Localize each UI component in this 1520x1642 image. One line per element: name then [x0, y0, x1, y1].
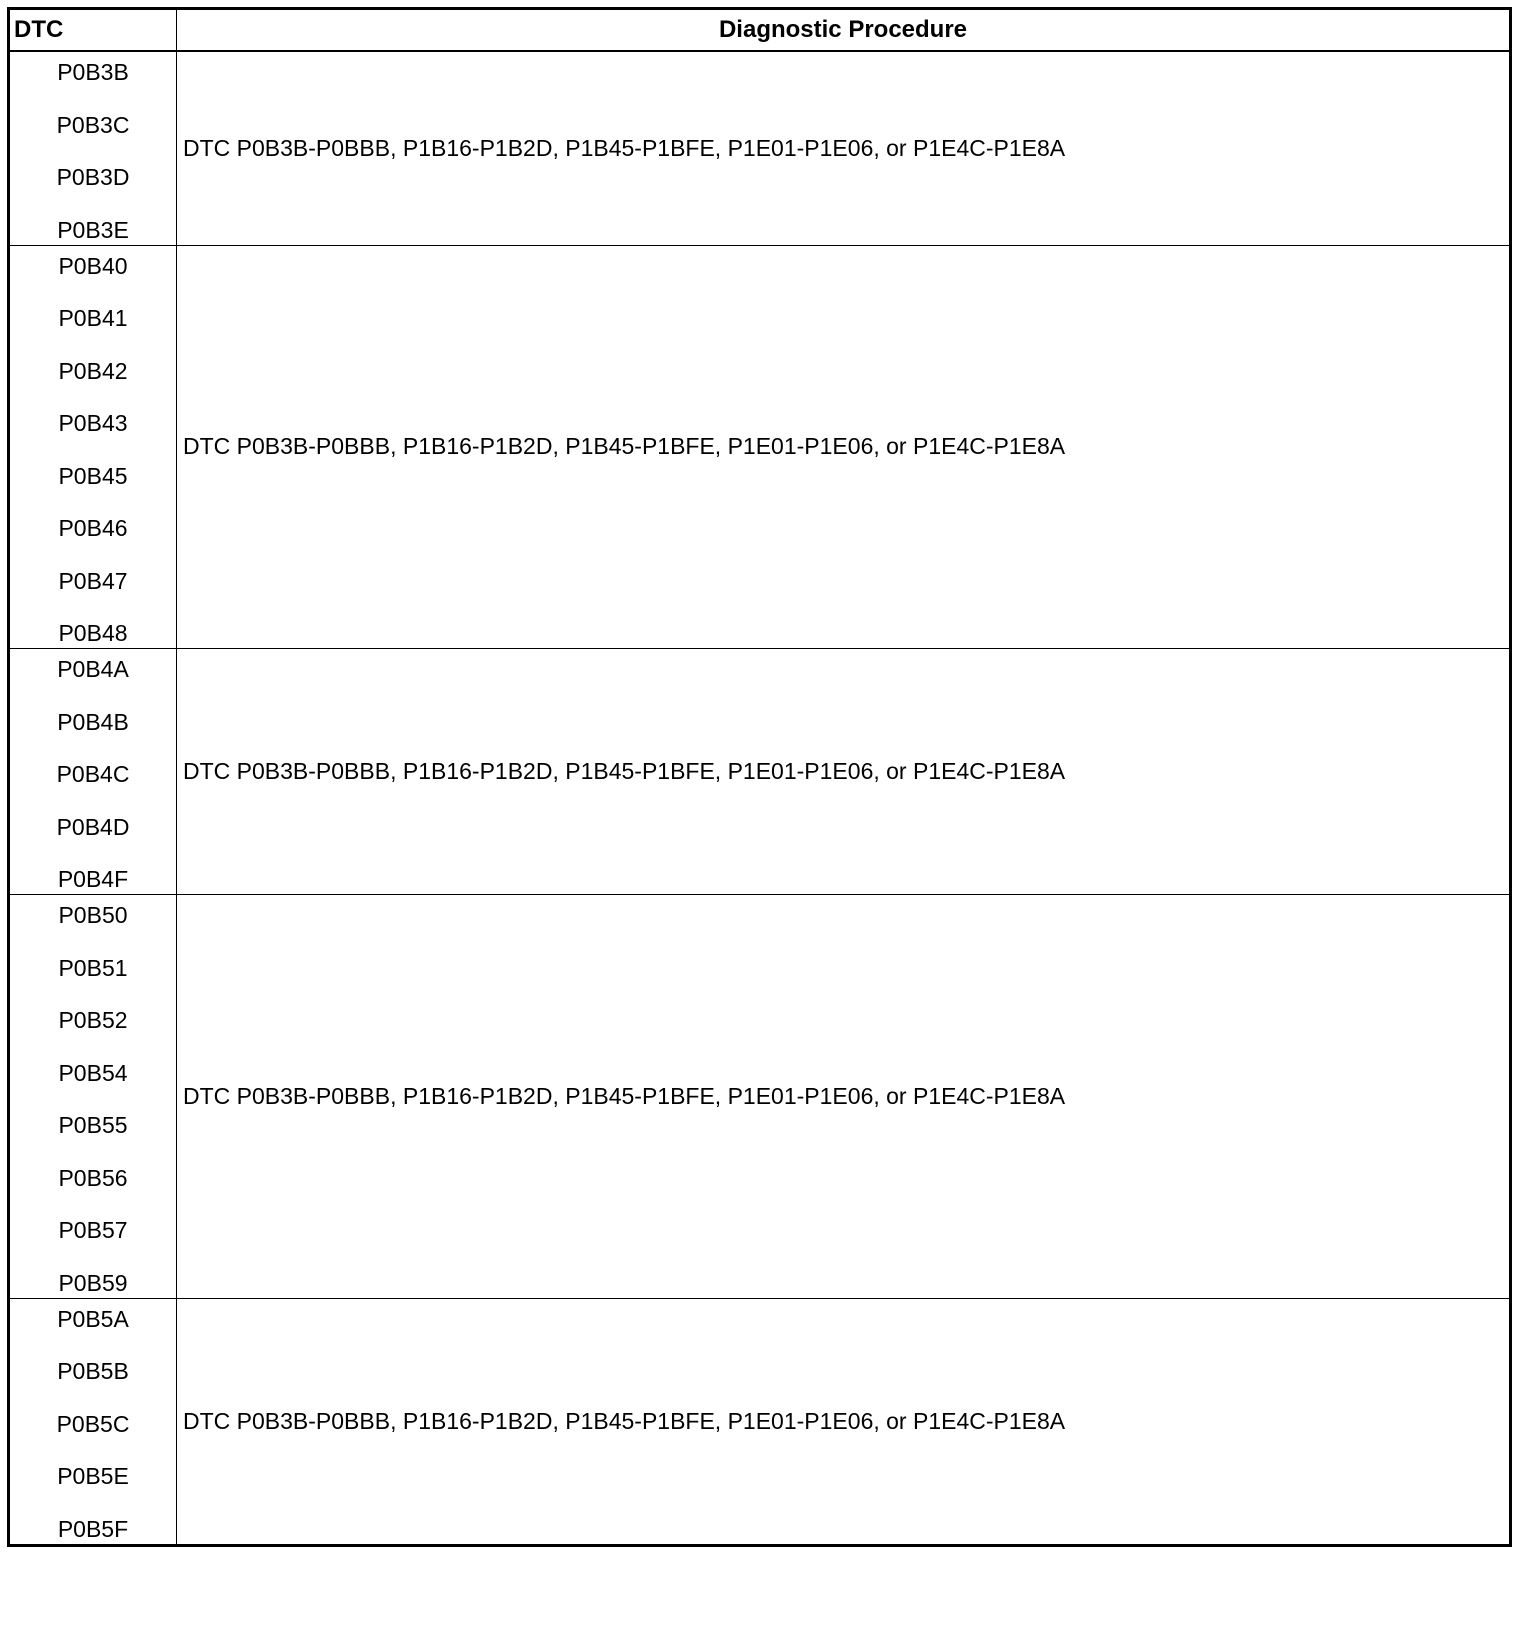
- dtc-code: P0B3B: [57, 59, 129, 85]
- dtc-code: P0B54: [58, 1059, 128, 1086]
- dtc-code-list: [10, 895, 176, 1298]
- dtc-code: P0B52: [58, 1007, 128, 1033]
- dtc-code: P0B45: [58, 462, 128, 489]
- dtc-codes-cell: [9, 51, 177, 245]
- table-body: [9, 51, 1511, 1545]
- diagnostic-procedure-cell: DTC P0B3B-P0BBB, P1B16-P1B2D, P1B45-P1BFE, P1E01-P1E06, or P1E4C-P1E8A: [177, 895, 1511, 1299]
- dtc-code: P0B51: [58, 954, 128, 981]
- dtc-code: P0B3E: [57, 216, 129, 243]
- dtc-code: P0B4D: [56, 813, 130, 840]
- header-row: [9, 9, 1511, 52]
- table-row: [9, 1298, 1511, 1545]
- dtc-code-list: [10, 649, 176, 894]
- table-row: [9, 245, 1511, 649]
- dtc-code: P0B59: [58, 1269, 128, 1296]
- dtc-code: P0B5E: [57, 1463, 129, 1489]
- dtc-code-list: [10, 246, 176, 649]
- dtc-code: P0B4F: [57, 866, 129, 892]
- dtc-code: P0B40: [58, 252, 128, 279]
- dtc-code: P0B55: [58, 1112, 128, 1138]
- dtc-code: P0B46: [58, 515, 128, 541]
- dtc-code: P0B5B: [57, 1358, 129, 1384]
- dtc-table: [7, 7, 1512, 1547]
- procedure-column-header: Diagnostic Procedure: [177, 9, 1511, 52]
- dtc-code: P0B4A: [57, 656, 129, 682]
- diagnostic-procedure-cell: DTC P0B3B-P0BBB, P1B16-P1B2D, P1B45-P1BFE, P1E01-P1E06, or P1E4C-P1E8A: [177, 245, 1511, 649]
- dtc-codes-cell: [9, 895, 177, 1299]
- diagnostic-procedure-cell: DTC P0B3B-P0BBB, P1B16-P1B2D, P1B45-P1BFE, P1E01-P1E06, or P1E4C-P1E8A: [177, 649, 1511, 895]
- dtc-code: P0B3C: [56, 111, 130, 138]
- dtc-code: P0B48: [58, 620, 128, 646]
- dtc-code: P0B42: [58, 357, 128, 384]
- dtc-code: P0B47: [58, 567, 128, 594]
- dtc-code: P0B57: [58, 1217, 128, 1243]
- table-row: [9, 895, 1511, 1299]
- dtc-code: P0B5C: [56, 1410, 130, 1437]
- dtc-codes-cell: [9, 245, 177, 649]
- dtc-code: P0B3D: [56, 164, 130, 190]
- dtc-code: P0B4B: [57, 708, 129, 735]
- dtc-codes-cell: [9, 649, 177, 895]
- dtc-code-list: [10, 1299, 176, 1544]
- dtc-code-list: [10, 52, 176, 245]
- table-header: [9, 9, 1511, 52]
- dtc-code: P0B41: [58, 305, 128, 331]
- dtc-code: P0B4C: [56, 761, 130, 787]
- diagnostic-procedure-cell: DTC P0B3B-P0BBB, P1B16-P1B2D, P1B45-P1BFE, P1E01-P1E06, or P1E4C-P1E8A: [177, 51, 1511, 245]
- table-row: [9, 649, 1511, 895]
- diagnostic-procedure-cell: DTC P0B3B-P0BBB, P1B16-P1B2D, P1B45-P1BFE, P1E01-P1E06, or P1E4C-P1E8A: [177, 1298, 1511, 1545]
- dtc-code: P0B56: [58, 1164, 128, 1191]
- table-row: [9, 51, 1511, 245]
- dtc-codes-cell: [9, 1298, 177, 1545]
- dtc-code: P0B50: [58, 902, 128, 928]
- dtc-code: P0B5F: [57, 1515, 129, 1542]
- dtc-code: P0B43: [58, 410, 128, 436]
- dtc-column-header: DTC: [9, 9, 177, 52]
- dtc-code: P0B5A: [57, 1305, 129, 1332]
